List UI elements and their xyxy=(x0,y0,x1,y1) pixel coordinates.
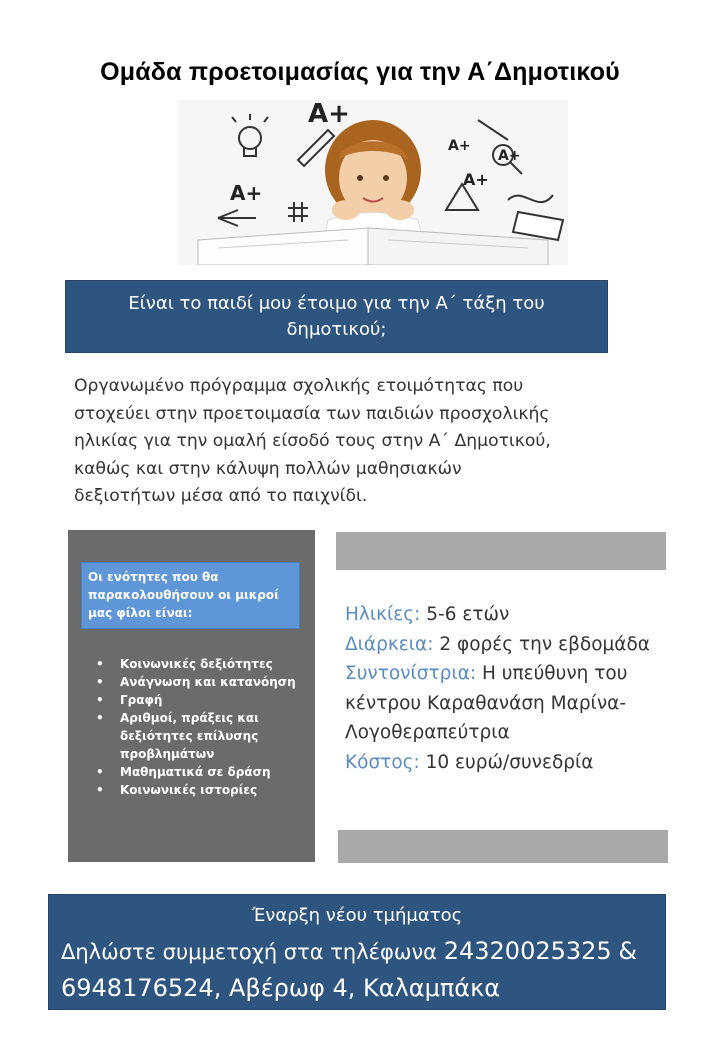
list-item: • Ανάγνωση και κατανόηση xyxy=(96,673,306,691)
ages-value: 5-6 ετών xyxy=(426,604,510,625)
contact-banner xyxy=(48,894,666,1010)
list-item: • Γραφή xyxy=(96,691,306,709)
divider-bar-bottom xyxy=(338,830,668,863)
units-list xyxy=(96,655,306,799)
svg-text:A+: A+ xyxy=(448,138,471,154)
question-line-2: δημοτικού; xyxy=(286,319,387,340)
description-line: δεξιοτήτων μέσα από το παιχνίδι. xyxy=(74,486,368,506)
address: , Αβέρωφ 4, Καλαμπάκα xyxy=(213,974,501,1002)
svg-text:A+: A+ xyxy=(308,100,350,129)
divider-bar-top xyxy=(336,532,666,570)
cost-value: 10 ευρώ/συνεδρία xyxy=(425,751,594,773)
coordinator-value: Η υπεύθυνη του κέντρου Καραθανάση Μαρίνα-Λογοθεραπεύτρια xyxy=(345,663,628,743)
description-line: καθώς και στην κάλυψη πολλών μαθησιακών xyxy=(74,458,462,479)
svg-text:A+: A+ xyxy=(230,181,263,205)
svg-text:A+: A+ xyxy=(463,170,489,189)
hero-image xyxy=(178,100,568,265)
svg-text:A+: A+ xyxy=(498,148,521,164)
cost-row xyxy=(345,748,665,778)
list-item: • Κοινωνικές δεξιότητες xyxy=(96,655,306,673)
new-class-heading: Έναρξη νέου τμήματος xyxy=(251,905,463,926)
ages-row xyxy=(345,600,665,630)
duration-value: 2 φορές την εβδομάδα xyxy=(439,633,650,655)
question-line-1: Είναι το παιδί μου έτοιμο για την Α΄ τάξη του xyxy=(128,293,545,314)
contact-info xyxy=(61,933,661,1007)
ages-label: Ηλικίες: xyxy=(345,604,421,625)
ampersand: & xyxy=(618,937,638,965)
description-line: στοχεύει στην προετοιμασία των παιδιών προσχολικής xyxy=(74,403,550,424)
units-header: Οι ενότητες που θα παρακολουθήσουν οι μικροί μας φίλοι είναι: xyxy=(81,562,300,629)
list-item: • Μαθηματικά σε δράση xyxy=(96,763,306,781)
list-item: • Αριθμοί, πράξεις και δεξιότητες επίλυσης προβλημάτων xyxy=(96,709,306,763)
phone-2[interactable]: 6948176524 xyxy=(61,974,214,1002)
contact-prefix: Δηλώστε συμμετοχή στα τηλέφωνα xyxy=(61,940,438,964)
coordinator-row xyxy=(345,659,665,748)
program-details xyxy=(345,600,665,777)
child-with-books-illustration xyxy=(178,100,568,265)
page-title: Ομάδα προετοιμασίας για την Α΄Δημοτικού xyxy=(100,58,620,86)
duration-label: Διάρκεια: xyxy=(345,633,434,655)
cost-label: Κόστος: xyxy=(345,751,420,773)
coordinator-label: Συντονίστρια: xyxy=(345,663,477,684)
program-description xyxy=(74,373,634,511)
description-line: ηλικίας για την ομαλή είσοδό τους στην Α΄ Δημοτικού, xyxy=(74,431,551,451)
list-item: • Κοινωνικές ιστορίες xyxy=(96,781,306,799)
duration-row xyxy=(345,630,665,660)
phone-1[interactable]: 24320025325 xyxy=(443,937,612,965)
description-line: Οργανωμένο πρόγραμμα σχολικής ετοιμότητας που xyxy=(74,376,524,396)
question-banner xyxy=(65,280,608,353)
